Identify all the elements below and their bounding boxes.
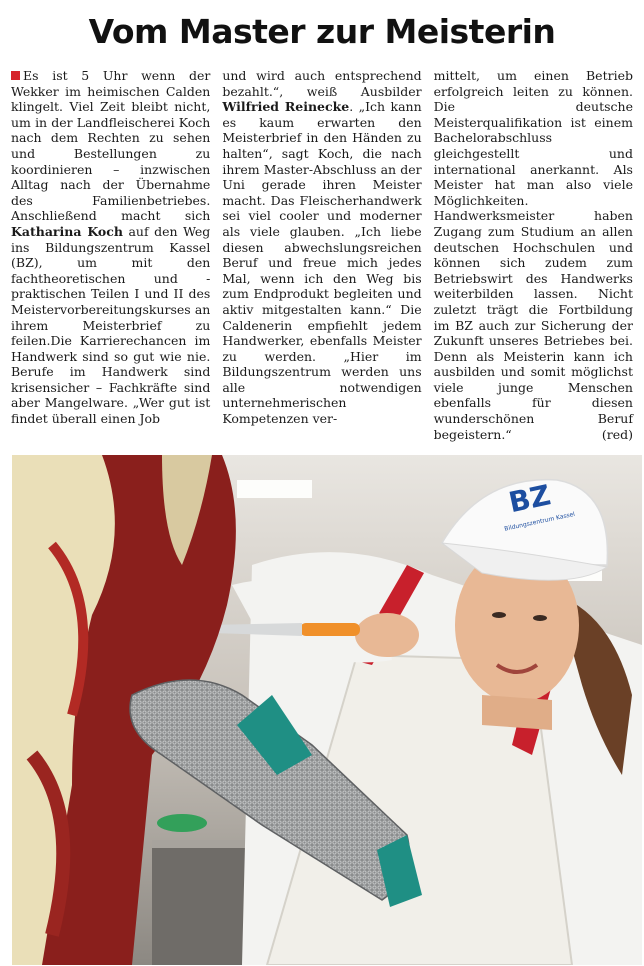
article-photo — [12, 455, 642, 965]
article-column-3 — [433, 68, 633, 442]
knife-handle — [300, 623, 360, 636]
col2-text-2: . „Ich kann es kaum erwarten den Meisterbrief in den Händen zu halten“, sagt Koch, die nach ihrem Master-Abschluss an der Uni gerade ihren Meister macht. Das Fleischerhandwerk sei viel cooler und moderner als viele glauben. „Ich liebe diesen abwechslungsreichen Beruf und freue mich jedes Mal, wenn ich den Weg bis zum Endprodukt begleiten und aktiv mitgestalten kann.“ Die Caldenerin empfiehlt jedem Handwerker, ebenfalls Meister zu werden. „Hier im Bildungszentrum werden uns alle notwendigen unternehmerischen Kompetenzen ver- — [222, 99, 422, 427]
article-body — [11, 68, 633, 442]
ceiling-light — [237, 480, 312, 498]
col1-text-1: Es ist 5 Uhr wenn der Wekker im heimischen Calden klingelt. Viel Zeit bleibt nicht, um in der Landfleischerei Koch nach dem Rechten zu sehen und Bestellungen zu koordinieren – inzwischen Alltag nach der Übernahme des Familienbetriebes. Anschließend macht sich — [11, 68, 211, 224]
neck — [482, 695, 552, 730]
article-column-1 — [11, 68, 210, 436]
article-headline: Vom Master zur Meisterin — [88, 12, 556, 51]
cap-subtext: Bildungszentrum Kassel — [503, 510, 576, 533]
col3-text: mittelt, um einen Betrieb erfolgreich leiten zu können. Die deutsche Meisterqualifikation ist einem Bachelorabschluss gleichgestellt und international anerkannt. Als Meister hat man also viele Möglichkeiten. Handwerksmeister haben Zugang zum Studium an allen deutschen Hochschulen und können sich zudem zum Betriebswirt des Handwerks weiterbilden lassen. Nicht zuletzt trägt die Fortbildung im BZ auch zur Sicherung der Zukunft unseres Betriebes bei. Denn als Meisterin kann ich ausbilden und somit möglichst viele junge Menschen ebenfalls für diesen wunderschönen Beruf begeistern.“ — [433, 68, 633, 442]
green-bowl — [157, 814, 207, 832]
left-eye — [492, 612, 506, 618]
person-name-wilfried: Wilfried Reinecke — [222, 99, 350, 115]
cap-logo: BZ — [505, 478, 554, 520]
right-hand — [355, 613, 419, 657]
author-signature: (red) — [601, 426, 633, 442]
person-name-katharina: Katharina Koch — [11, 223, 123, 239]
col2-text-1: und wird auch entsprechend bezahlt.“, weiß Ausbilder — [222, 68, 422, 99]
section-marker-icon — [11, 71, 20, 80]
right-eye — [533, 615, 547, 621]
article-column-2 — [222, 68, 421, 436]
col1-text-2: auf den Weg ins Bildungszentrum Kassel (BZ), um mit den fachtheoretischen und -praktischen Teilen I und II des Meistervorbereitungskurses an ihrem Meisterbrief zu feilen.Die Karrierechancen im Handwerk sind so gut wie nie. Berufe im Handwerk sind krisensicher – Fachkräfte sind aber Mangelware. „Wer gut ist findet überall einen Job — [11, 223, 211, 427]
